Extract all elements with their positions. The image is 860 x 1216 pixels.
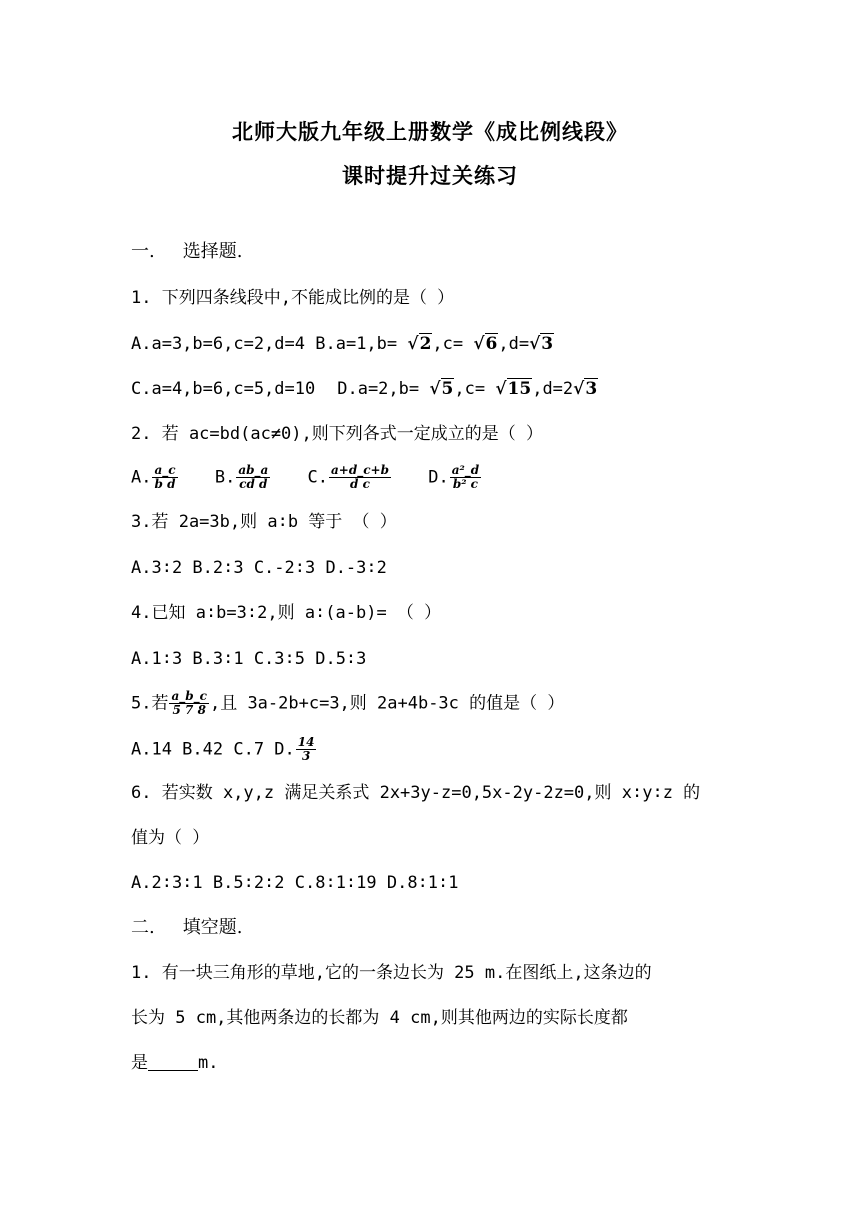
fill-1-line-2: 长为 5 cm,其他两条边的长都为 4 cm,则其他两边的实际长度都 [131, 1008, 628, 1028]
option-c: C. $\frac{a+d\_c+b}{\text{d c}}$ [307, 463, 389, 491]
question-6-stem-cont: 值为（ ） [131, 828, 210, 848]
option-d-fraction: $\frac{14}{3}$ [297, 735, 315, 763]
sqrt: √6 [473, 334, 498, 354]
question-1-options-cd: C.a=4,b=6,c=5,d=10 D.a=2,b= √5,c= √15,d=2√3 [131, 379, 598, 399]
question-4-stem: 4.已知 a∶b=3∶2,则 a∶(a-b)= （ ） [131, 603, 442, 623]
fill-1-line-1: 1. 有一块三角形的草地,它的一条边长为 25 m.在图纸上,这条边的 [131, 963, 652, 983]
question-1-options-ab: A.a=3,b=6,c=2,d=4 B.a=1,b= √2,c= √6,d=√3 [131, 334, 554, 354]
question-1-stem: 1. 下列四条线段中,不能成比例的是（ ） [131, 288, 455, 308]
sqrt: √15 [495, 379, 532, 399]
section-1-heading: 一. 选择题. [131, 241, 243, 262]
option-d: D. $\frac{\text{a²\_d}}{\text{b² c}}$ [428, 463, 480, 491]
question-3-options: A.3∶2 B.2∶3 C.-2∶3 D.-3∶2 [131, 558, 387, 578]
doc-title: 北师大版九年级上册数学《成比例线段》 [232, 119, 628, 144]
sqrt: √5 [429, 379, 454, 399]
answer-blank[interactable] [148, 1052, 198, 1071]
sqrt: √2 [407, 334, 432, 354]
sqrt: √3 [529, 334, 554, 354]
question-2-stem: 2. 若 ac=bd(ac≠0),则下列各式一定成立的是（ ） [131, 424, 543, 444]
question-5-options: A.14 B.42 C.7 D. $\frac{14}{3}$ [131, 735, 315, 763]
ratio-fraction: $\frac{a\_b\_c}{5 7 8}$ [171, 689, 207, 717]
question-6-stem: 6. 若实数 x,y,z 满足关系式 2x+3y-z=0,5x-2y-2z=0,则 x∶y∶z 的 [131, 783, 701, 803]
option-a: A. $\frac{a\_c}{\text{b d}}$ [131, 463, 176, 491]
doc-subtitle: 课时提升过关练习 [342, 163, 518, 188]
sqrt: √3 [573, 379, 598, 399]
question-5-stem: 5.若 $\frac{a\_b\_c}{5 7 8}$ ,且 3a-2b+c=3,则 2a+4b-3c 的值是（ ） [131, 689, 565, 717]
fill-1-line-3: 是 m. [131, 1053, 219, 1073]
question-4-options: A.1∶3 B.3∶1 C.3∶5 D.5∶3 [131, 649, 367, 669]
question-2-options [131, 464, 508, 491]
section-2-heading: 二. 填空题. [131, 917, 243, 938]
question-6-options: A.2∶3∶1 B.5∶2∶2 C.8∶1∶19 D.8∶1∶1 [131, 873, 459, 893]
option-b: B. $\frac{ab\_a}{\text{cd d}}$ [214, 463, 269, 491]
question-3-stem: 3.若 2a=3b,则 a∶b 等于 （ ） [131, 512, 397, 532]
